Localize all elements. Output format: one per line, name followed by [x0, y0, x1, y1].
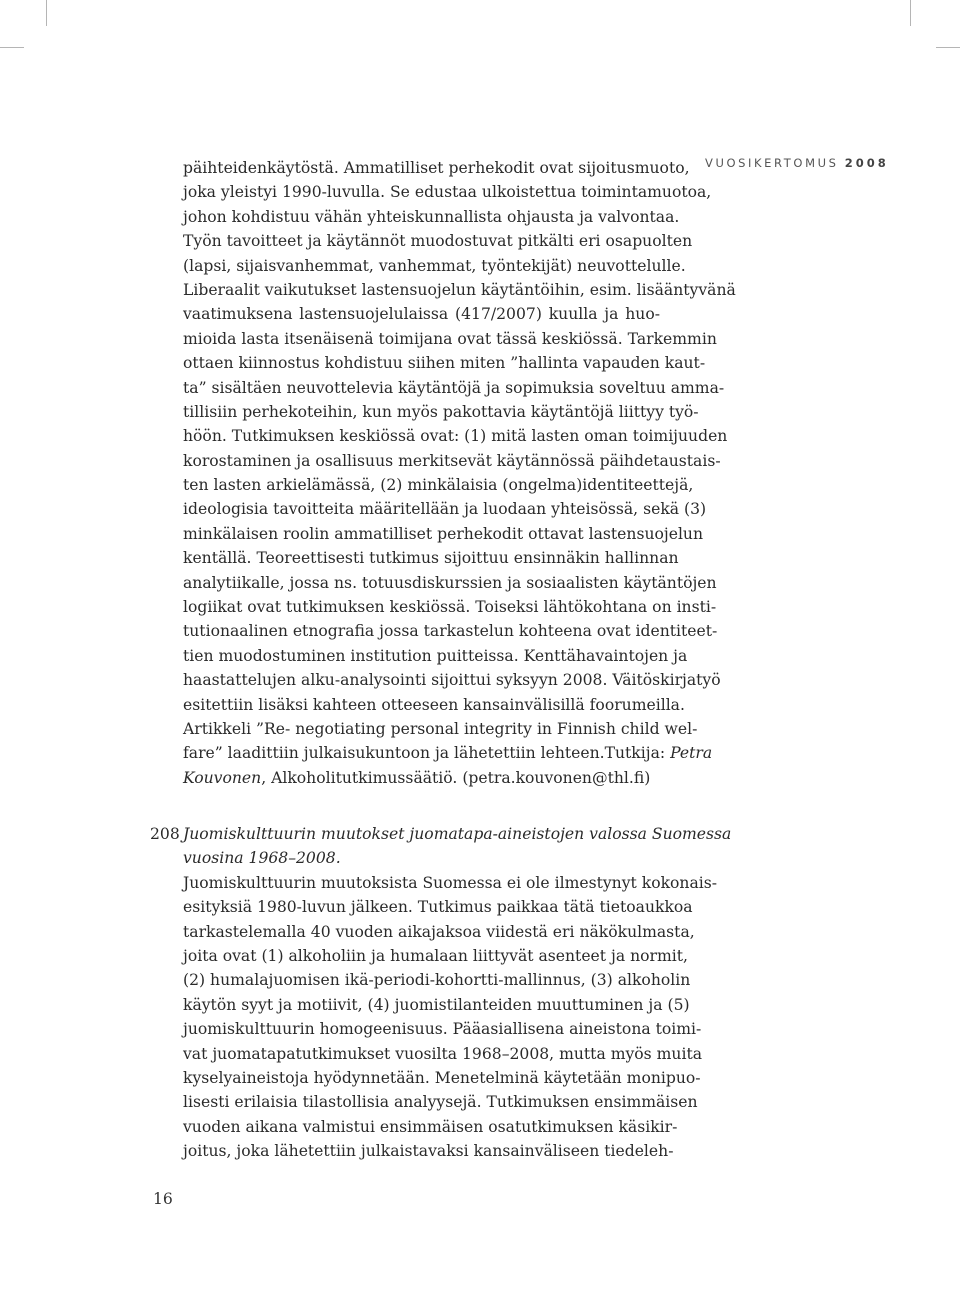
- text-line: (lapsi, sijaisvanhemmat, vanhemmat, työntekijät) neuvottelulle.: [183, 256, 686, 275]
- text-line: ten lasten arkielämässä, (2) minkälaisia (ongelma)identiteettejä,: [183, 476, 694, 495]
- page-number: 16: [153, 1190, 173, 1208]
- text-line: [183, 278, 736, 302]
- text-line: haastattelujen alku-analysointi sijoittui syksyyn 2008. Väitöskirjatyö: [183, 671, 721, 690]
- text-fragment: fare” laadittiin julkaisukuntoon ja lähetettiin lehteen.Tutkija:: [183, 744, 671, 763]
- text-line: esitettiin lisäksi kahteen otteeseen kansainvälisillä foorumeilla.: [183, 695, 685, 714]
- entry-208: [183, 822, 732, 1163]
- text-line: päihteidenkäytöstä. Ammatilliset perhekodit ovat sijoitusmuoto,: [183, 159, 690, 177]
- text-line: [183, 741, 713, 765]
- researcher-name-last: Kouvonen: [183, 768, 262, 787]
- text-line: käytön syyt ja motiivit, (4) juomistilanteiden muuttuminen ja (5): [183, 995, 690, 1014]
- text-line: kentällä. Teoreettisesti tutkimus sijoittuu ensinnäkin hallinnan: [183, 549, 679, 568]
- crop-mark: [936, 47, 960, 48]
- crop-mark: [0, 47, 24, 48]
- text-line: vat juomatapatutkimukset vuosilta 1968–2008, mutta myös muita: [183, 1044, 703, 1063]
- running-head: [705, 156, 950, 170]
- text-line: lisesti erilaisia tilastollisia analyysejä. Tutkimuksen ensimmäisen: [183, 1093, 698, 1112]
- crop-mark: [910, 0, 911, 26]
- text-line: juomiskulttuurin homogeenisuus. Pääasiallisena aineistona toimi-: [183, 1020, 702, 1039]
- text-line: tillisiin perhekoteihin, kun myös pakottavia käytäntöjä liittyy työ-: [183, 402, 699, 421]
- text-line: minkälaisen roolin ammatilliset perhekodit ottavat lastensuojelun: [183, 524, 704, 543]
- researcher-affiliation: , Alkoholitutkimussäätiö. (petra.kouvonen@thl.fi): [261, 768, 651, 787]
- researcher-name-first: Petra: [670, 744, 713, 763]
- entry-title-line: Juomiskulttuurin muutokset juomatapa-aineistojen valossa Suomessa: [183, 825, 732, 843]
- text-line: ideologisia tavoitteita määritellään ja luodaan yhteisössä, sekä (3): [183, 500, 707, 519]
- text-line: ottaen kiinnostus kohdistuu siihen miten ”hallinta vapauden kaut-: [183, 354, 706, 373]
- text-line: johon kohdistuu vähän yhteiskunnallista ohjausta ja valvontaa.: [183, 207, 680, 226]
- text-line: mioida lasta itsenäisenä toimijana ovat tässä keskiössä. Tarkemmin: [183, 329, 717, 348]
- text-line: analytiikalle, jossa ns. totuusdiskurssien ja sosiaalisten käytäntöjen: [183, 573, 717, 592]
- text-line: logiikat ovat tutkimuksen keskiössä. Toiseksi lähtökohtana on insti-: [183, 598, 717, 617]
- text-line: joita ovat (1) alkoholiin ja humalaan liittyvät asenteet ja normit,: [183, 946, 688, 965]
- text-line: höön. Tutkimuksen keskiössä ovat: (1) mitä lasten oman toimijuuden: [183, 427, 728, 446]
- text-line: kyselyaineistoja hyödynnetään. Menetelminä käytetään monipuo-: [183, 1068, 701, 1087]
- text-line: ta” sisältäen neuvottelevia käytäntöjä ja sopimuksia soveltuu amma-: [183, 378, 725, 397]
- text-line: Juomiskulttuurin muutoksista Suomessa ei ole ilmestynyt kokonais-: [183, 873, 718, 892]
- entry-title-line: vuosina 1968–2008.: [183, 849, 341, 868]
- running-head-text: VUOSIKERTOMUS: [705, 156, 839, 170]
- text-line: Artikkeli ”Re- negotiating personal integrity in Finnish child wel-: [183, 719, 698, 738]
- text-line: joka yleistyi 1990-luvulla. Se edustaa ulkoistettua toimintamuotoa,: [183, 183, 712, 202]
- text-line: korostaminen ja osallisuus merkitsevät käytännössä päihdetaustais-: [183, 451, 721, 470]
- report-text-block: [183, 156, 736, 790]
- text-line: vuoden aikana valmistui ensimmäisen osatutkimuksen käsikir-: [183, 1117, 678, 1136]
- text-line: tien muodostuminen institution puitteissa. Kenttähavaintojen ja: [183, 646, 688, 665]
- text-line: tutionaalinen etnografia jossa tarkastelun kohteena ovat identiteet-: [183, 622, 718, 641]
- text-line: vaatimuksena lastensuojelulaissa (417/2007) kuulla ja huo-: [183, 305, 660, 324]
- text-line: (2) humalajuomisen ikä-periodi-kohortti-mallinnus, (3) alkoholin: [183, 971, 691, 990]
- entry-number: 208: [150, 825, 180, 843]
- running-head-year: 2008: [844, 156, 889, 170]
- text-line: [183, 766, 660, 790]
- text-line: joitus, joka lähetettiin julkaistavaksi kansainväliseen tiedeleh-: [183, 1142, 674, 1161]
- text-line: Työn tavoitteet ja käytännöt muodostuvat pitkälti eri osapuolten: [183, 232, 693, 251]
- text-line: esityksiä 1980-luvun jälkeen. Tutkimus paikkaa tätä tietoaukkoa: [183, 898, 693, 917]
- crop-mark: [46, 0, 47, 26]
- text-fragment: Liberaalit vaikutukset lastensuojelun käytäntöihin, esim. lisääntyvänä: [183, 280, 736, 299]
- text-line: tarkastelemalla 40 vuoden aikajaksoa viidestä eri näkökulmasta,: [183, 922, 695, 941]
